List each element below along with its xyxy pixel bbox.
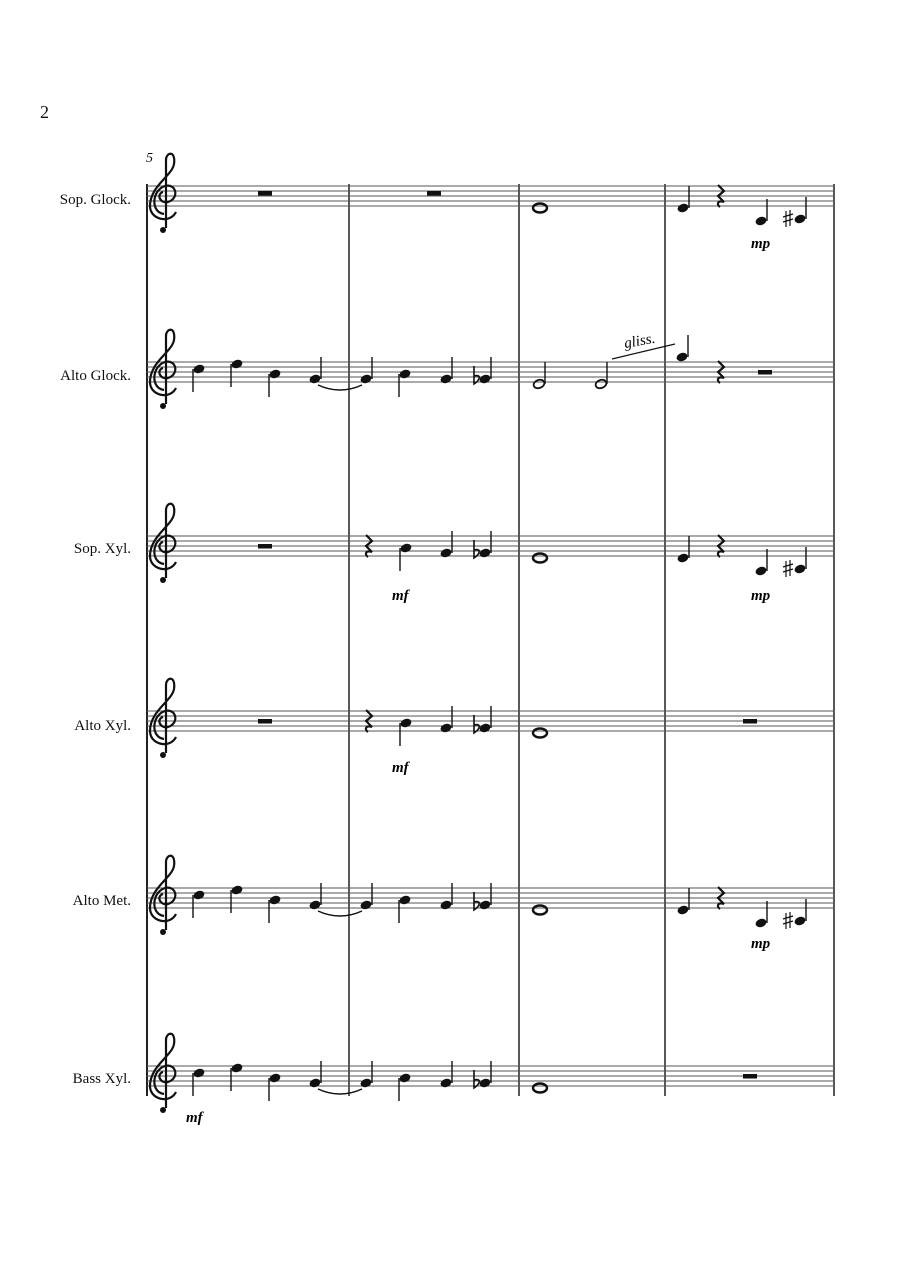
note-quarter — [676, 552, 689, 563]
note-quarter — [268, 368, 281, 379]
note-quarter — [398, 1072, 411, 1083]
note-quarter — [192, 889, 205, 900]
whole-rest — [743, 1074, 757, 1079]
instrument-label-alto-glock: Alto Glock. — [60, 368, 131, 384]
note-quarter — [359, 1077, 372, 1088]
note-quarter — [439, 547, 452, 558]
gliss-label: gliss. — [622, 330, 657, 352]
note-quarter — [439, 1077, 452, 1088]
sharp-icon — [783, 210, 793, 227]
note-quarter — [230, 358, 243, 369]
note-quarter — [478, 547, 491, 558]
dynamic-mp: mp — [751, 236, 771, 252]
treble-clef-icon — [150, 330, 176, 409]
note-quarter — [268, 894, 281, 905]
note-whole — [533, 906, 547, 915]
note-quarter — [268, 1072, 281, 1083]
dynamic-mf: mf — [186, 1110, 203, 1126]
note-quarter — [308, 899, 321, 910]
instrument-label-sop-xyl: Sop. Xyl. — [73, 541, 131, 557]
note-quarter — [478, 1077, 491, 1088]
flat-icon — [474, 1070, 479, 1088]
whole-rest — [258, 191, 272, 196]
note-quarter — [192, 363, 205, 374]
note-quarter — [230, 1062, 243, 1073]
measure-number: 5 — [146, 151, 153, 166]
note-quarter — [192, 1067, 205, 1078]
note-quarter — [398, 894, 411, 905]
note-quarter — [359, 899, 372, 910]
note-quarter — [754, 917, 767, 928]
half-rest — [258, 719, 272, 724]
note-quarter — [398, 368, 411, 379]
flat-icon — [474, 540, 479, 558]
note-quarter — [399, 542, 412, 553]
instrument-label-bass-xyl: Bass Xyl. — [72, 1071, 131, 1087]
dynamic-mp: mp — [751, 936, 771, 952]
sharp-icon — [783, 560, 793, 577]
tie — [318, 385, 362, 390]
note-quarter — [754, 565, 767, 576]
note-quarter — [399, 717, 412, 728]
half-rest — [258, 544, 272, 549]
tie — [318, 1089, 362, 1094]
staff-bass-xyl — [147, 1034, 834, 1113]
note-whole — [533, 1084, 547, 1093]
instrument-label-sop-glock: Sop. Glock. — [59, 192, 131, 208]
treble-clef-icon — [150, 504, 176, 583]
note-quarter — [676, 904, 689, 915]
note-quarter — [478, 722, 491, 733]
whole-rest — [427, 191, 441, 196]
staff-sop-glock — [147, 154, 834, 233]
instrument-label-alto-xyl: Alto Xyl. — [74, 718, 131, 734]
sharp-icon — [783, 912, 793, 929]
system-barlines — [147, 184, 834, 1096]
treble-clef-icon — [150, 154, 176, 233]
note-quarter — [793, 563, 806, 574]
tie — [318, 911, 362, 916]
note-quarter — [478, 373, 491, 384]
note-quarter — [675, 351, 688, 362]
dynamic-mp: mp — [751, 588, 771, 604]
note-half — [594, 378, 607, 389]
treble-clef-icon — [150, 1034, 176, 1113]
note-whole — [533, 729, 547, 738]
page-number: 2 — [40, 102, 49, 122]
note-whole — [533, 204, 547, 213]
note-quarter — [359, 373, 372, 384]
note-quarter — [439, 899, 452, 910]
dynamic-mf: mf — [392, 760, 409, 776]
flat-icon — [474, 715, 479, 733]
note-whole — [533, 554, 547, 563]
half-rest — [758, 370, 772, 375]
flat-icon — [474, 892, 479, 910]
note-quarter — [308, 373, 321, 384]
note-quarter — [439, 373, 452, 384]
note-quarter — [308, 1077, 321, 1088]
note-quarter — [676, 202, 689, 213]
instrument-label-alto-met: Alto Met. — [72, 893, 131, 909]
note-quarter — [793, 915, 806, 926]
note-quarter — [230, 884, 243, 895]
treble-clef-icon — [150, 679, 176, 758]
flat-icon — [474, 366, 479, 384]
note-quarter — [754, 215, 767, 226]
treble-clef-icon — [150, 856, 176, 935]
dynamic-mf: mf — [392, 588, 409, 604]
note-quarter — [793, 213, 806, 224]
staff-alto-glock — [147, 330, 834, 409]
note-quarter — [478, 899, 491, 910]
note-quarter — [439, 722, 452, 733]
staff-alto-met — [147, 856, 834, 935]
staff-sop-xyl — [147, 504, 834, 583]
staff-alto-xyl — [147, 679, 834, 758]
note-half — [532, 378, 545, 389]
whole-rest — [743, 719, 757, 724]
